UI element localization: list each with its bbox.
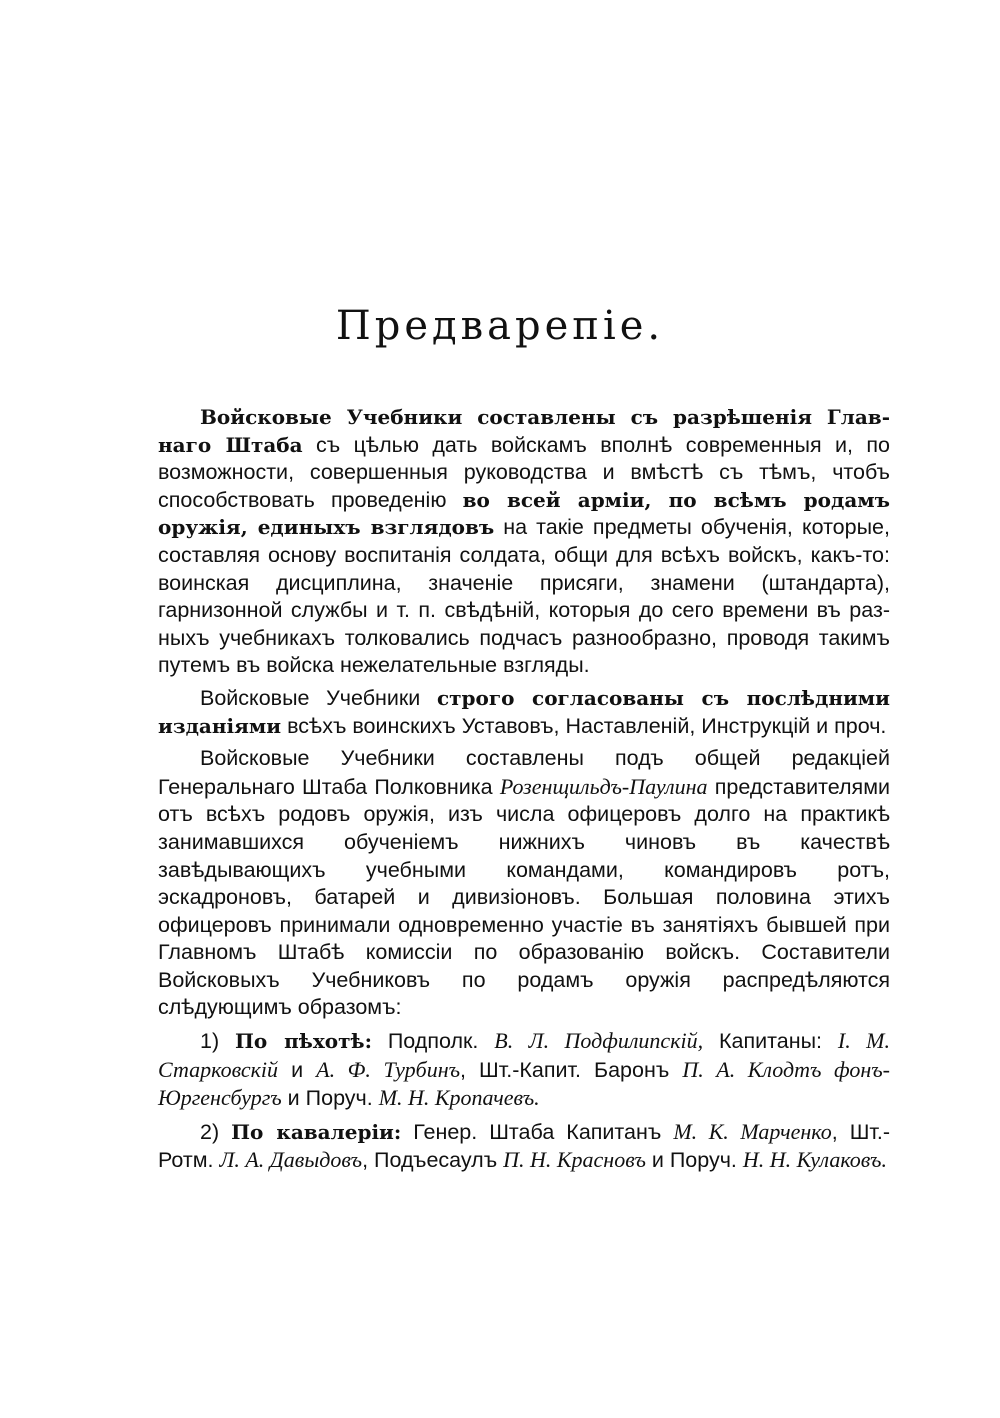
- text-run: и Поруч.: [281, 1086, 379, 1111]
- paragraph-cavalry-authors: [158, 1118, 890, 1175]
- page-title: Предварепіе.: [335, 303, 665, 349]
- text-run: , Подъесаулъ: [362, 1148, 504, 1173]
- italic-name: Н. Н. Кулаковъ.: [742, 1147, 887, 1173]
- text-run: 1): [200, 1029, 236, 1054]
- text-run: , Шт.-Ротм.: [158, 1119, 891, 1173]
- bold-text: По пѣхотѣ:: [235, 1029, 372, 1054]
- bold-text: Войсковые Учебники составлены съ разрѣшенія Главнаго Штаба: [158, 405, 890, 457]
- paragraph-intro: [158, 404, 890, 680]
- italic-name: Л. А. Давыдовъ: [219, 1147, 363, 1173]
- italic-name: М. Н. Кропачевъ.: [378, 1085, 540, 1111]
- italic-name: П. А. Клодтъ фонъ-Юргенсбургъ: [158, 1056, 890, 1111]
- paragraph-infantry-authors: [158, 1027, 890, 1113]
- text-run: Генер. Штаба Капитанъ: [401, 1119, 674, 1144]
- bold-text: По кавалеріи:: [231, 1119, 402, 1144]
- paragraph-editorship: [158, 745, 890, 1022]
- italic-name: П. Н. Красновъ: [503, 1147, 646, 1173]
- text-run: съ цѣлью дать войскамъ вполнѣ современныя и, по возможности, совершенныя руководства и вмѣстѣ съ тѣмъ, чтобъ способствовать проведенію: [158, 432, 890, 512]
- text-run: всѣхъ воинскихъ Уставовъ, Наставленій, Инструкцій и проч.: [281, 713, 887, 738]
- italic-name: М. К. Марченко: [673, 1118, 832, 1144]
- text-run: на такіе предметы обученія, которые, составляя основу воспитанія солдата, общи для всѣхъ войскъ, какъ-то: воинская дисциплина, значеніе присяги, знамени (штандарта), гарнизонной службы и т. п. свѣдѣній, которыя до сего времени въ разныхъ учебникахъ толковались подчасъ разнообразно, проводя такимъ путемъ въ войска нежелательные взгляды.: [158, 515, 890, 678]
- body-text: [158, 404, 890, 1175]
- text-run: Подполк.: [371, 1029, 495, 1054]
- bold-text: строго согласованы съ послѣдними изданіями: [158, 685, 891, 738]
- text-run: 2): [200, 1119, 232, 1144]
- italic-name: А. Ф. Турбинъ: [316, 1056, 461, 1082]
- text-run: представителями отъ всѣхъ родовъ оружія, изъ числа офицеровъ долго на практикѣ занимавшихся обученіемъ нижнихъ чиновъ въ качествѣ завѣдывающихъ учебными командами, командировъ ротъ, эскадроновъ, батарей и дивизіоновъ. Большая половина этихъ офицеровъ принимали одновременно участіе въ занятіяхъ бывшей при Главномъ Штабѣ комиссіи по образованію войскъ. Составители Войсковыхъ Учебниковъ по родамъ оружія распредѣляются слѣдующимъ образомъ:: [158, 774, 890, 1020]
- bold-text: во всей арміи, по всѣмъ родамъ оружія, единыхъ взглядовъ: [158, 487, 890, 540]
- text-run: и Поруч.: [645, 1148, 743, 1173]
- text-run: Капитаны:: [703, 1029, 838, 1054]
- italic-name: В. Л. Подфилипскій,: [494, 1028, 704, 1054]
- text-run: Войсковые Учебники: [200, 685, 437, 710]
- text-run: Войсковые Учебники составлены подъ общей редакціей Генеральнаго Штаба Полковника: [158, 746, 890, 799]
- text-run: и: [278, 1057, 317, 1082]
- paragraph-regulations: [158, 685, 890, 740]
- italic-name: І. М. Старковскій: [158, 1028, 891, 1082]
- text-run: , Шт.-Капит. Баронъ: [460, 1057, 683, 1082]
- italic-name: Розенщильдъ-Паулина: [499, 773, 708, 799]
